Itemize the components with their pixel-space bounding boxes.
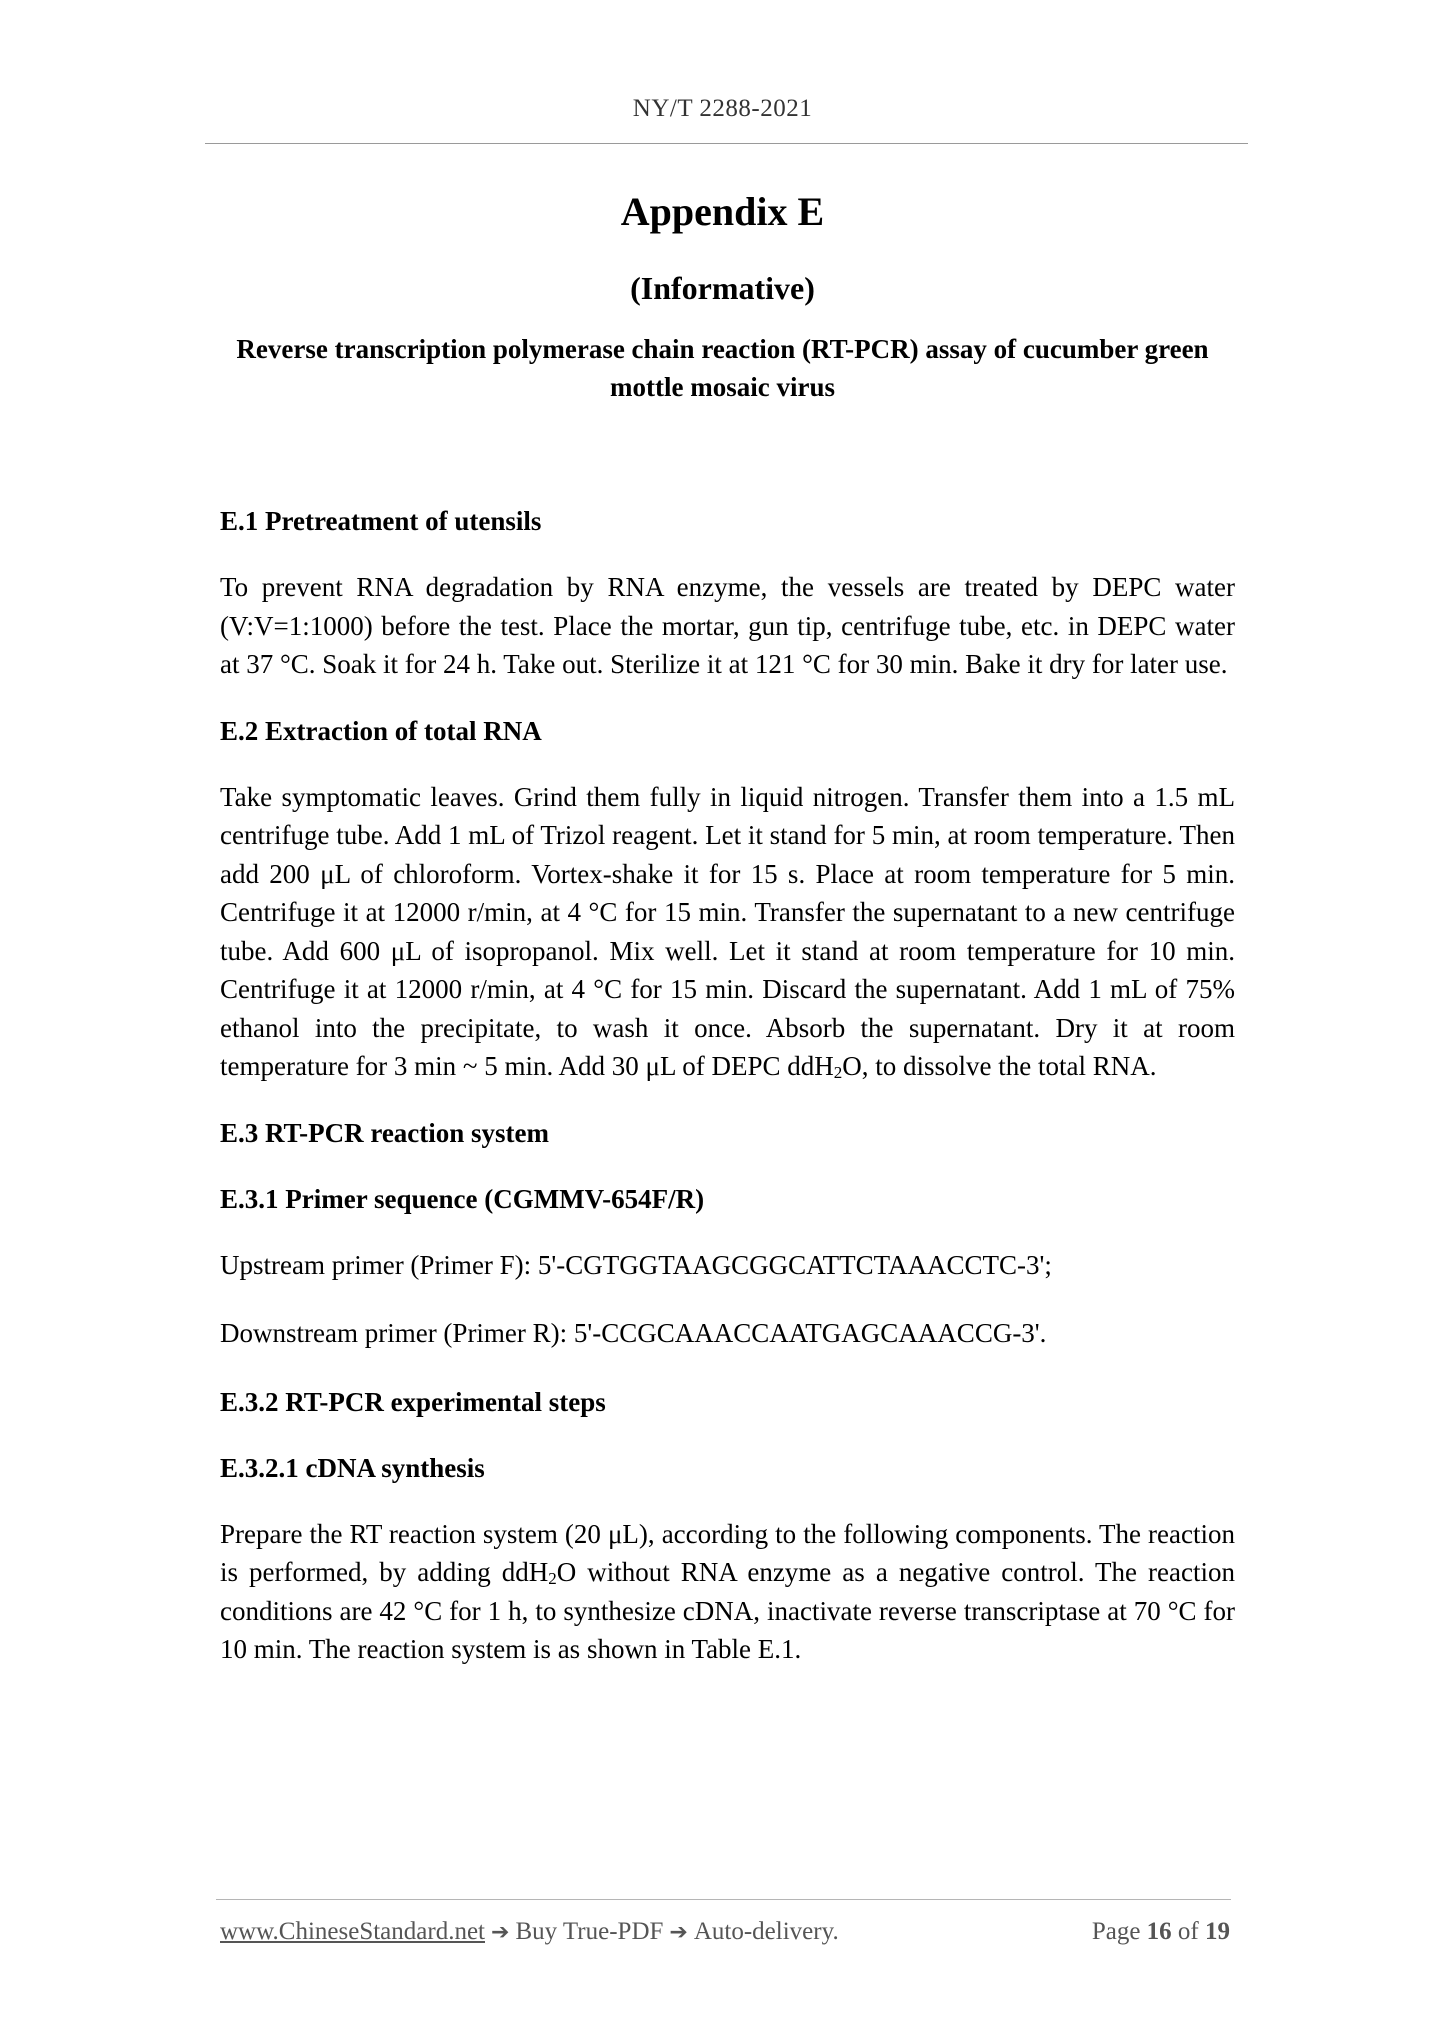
body-content	[220, 502, 1235, 1697]
appendix-caption: Reverse transcription polymerase chain reaction (RT-PCR) assay of cucumber green mottle mosaic virus	[236, 334, 1209, 402]
page-label: Page	[1091, 1918, 1141, 1945]
footer-divider	[216, 1899, 1231, 1900]
footer-promo	[220, 1918, 839, 1946]
subscript: 2	[833, 1063, 843, 1082]
page-footer	[220, 1918, 1230, 1958]
section-heading-e321: E.3.2.1 cDNA synthesis	[220, 1452, 485, 1483]
header-divider	[205, 143, 1248, 144]
appendix-title: Appendix E	[620, 189, 825, 234]
page-current: 16	[1146, 1918, 1172, 1945]
section-paragraph-e1: To prevent RNA degradation by RNA enzyme, the vessels are treated by DEPC water (V:V=1:1000) before the test. Place the mortar, gun tip, centrifuge tube, etc. in DEPC water at 37 °C. Soak it for 24 h. Take out. Sterilize it at 121 °C for 30 min. Bake it dry for later use.	[220, 572, 1235, 679]
upstream-primer: Upstream primer (Primer F): 5'-CGTGGTAAGCGGCATTCTAAACCTC-3';	[220, 1249, 1052, 1280]
appendix-subtitle: (Informative)	[630, 270, 815, 306]
paragraph-text: O, to dissolve the total RNA.	[842, 1051, 1157, 1081]
paragraph-text: O without RNA enzyme as a negative control. The reaction conditions are 42 °C for 1 h, to synthesize cDNA, inactivate reverse transcriptase at 70 °C for 10 min. The reaction system is as shown in Table E.1.	[220, 1557, 1235, 1664]
of-label: of	[1177, 1918, 1199, 1945]
section-heading-e1: E.1 Pretreatment of utensils	[220, 506, 542, 536]
section-heading-e32: E.3.2 RT-PCR experimental steps	[220, 1386, 606, 1417]
buy-true-pdf-text: Buy True-PDF	[515, 1918, 664, 1945]
section-paragraph-e321	[220, 1515, 1235, 1669]
website-link[interactable]: www.ChineseStandard.net	[220, 1918, 485, 1945]
page-number	[1092, 1918, 1230, 1946]
auto-delivery-text: Auto-delivery.	[693, 1918, 839, 1945]
running-header: NY/T 2288-2021	[632, 95, 813, 122]
section-heading-e2: E.2 Extraction of total RNA	[220, 715, 542, 746]
paragraph-text: Take symptomatic leaves. Grind them fully in liquid nitrogen. Transfer them into a 1.5 mL centrifuge tube. Add 1 mL of Trizol reagent. Let it stand for 5 min, at room temperature. Then add 200 μL of chloroform. Vortex-shake it for 15 s. Place at room temperature for 5 min. Centrifuge it at 12000 r/min, at 4 °C for 15 min. Transfer the supernatant to a new centrifuge tube. Add 600 μL of isopropanol. Mix well. Let it stand at room temperature for 10 min. Centrifuge it at 12000 r/min, at 4 °C for 15 min. Discard the supernatant. Add 1 mL of 75% ethanol into the precipitate, to wash it once. Absorb the supernatant. Dry it at room temperature for 3 min ~ 5 min. Add 30 μL of DEPC ddH	[220, 781, 1235, 1081]
arrow-right-icon: ➔	[491, 1920, 510, 1945]
section-heading-e3: E.3 RT-PCR reaction system	[220, 1117, 550, 1148]
arrow-right-icon: ➔	[669, 1920, 688, 1945]
page-total: 19	[1205, 1918, 1230, 1945]
subscript: 2	[548, 1569, 557, 1588]
section-heading-e31: E.3.1 Primer sequence (CGMMV-654F/R)	[220, 1183, 705, 1214]
section-paragraph-e2	[220, 778, 1235, 1086]
downstream-primer: Downstream primer (Primer R): 5'-CCGCAAACCAATGAGCAAACCG-3'.	[220, 1318, 1047, 1348]
paragraph-text: Prepare the RT reaction system (20 μL), according to the following components. The reaction is performed, by adding ddH	[220, 1518, 1235, 1587]
